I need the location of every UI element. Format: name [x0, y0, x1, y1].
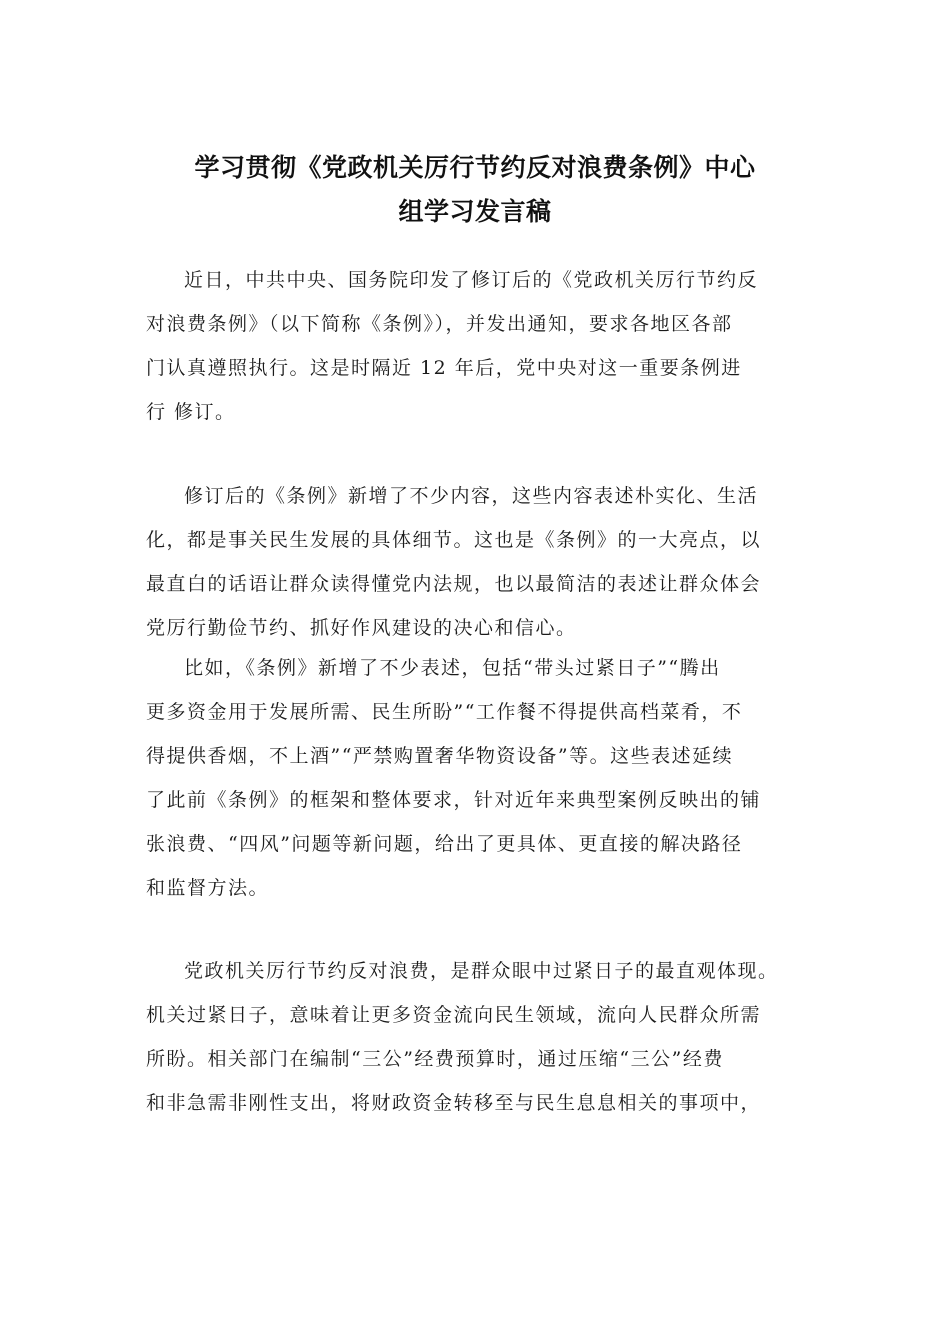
text-line: 化，都是事关民生发展的具体细节。这也是《条例》的一大亮点，以 [146, 529, 762, 551]
paragraph-4 [146, 949, 816, 1125]
paragraph-1 [146, 258, 816, 434]
paragraph-3 [146, 646, 816, 910]
text-line: 行 修订。 [146, 401, 236, 423]
text-line: 近日，中共中央、国务院印发了修订后的《党政机关厉行节约反 [184, 269, 759, 291]
paragraph-2 [146, 474, 816, 650]
text-line: 最直白的话语让群众读得懂党内法规，也以最简洁的表述让群众体会 [146, 573, 762, 595]
text-line: 比如，《条例》新增了不少表述，包括“带头过紧日子”“腾出 [184, 657, 721, 679]
text-line: 机关过紧日子，意味着让更多资金流向民生领域，流向人民群众所需 [146, 1004, 762, 1026]
text-line: 党政机关厉行节约反对浪费，是群众眼中过紧日子的最直观体现。 [184, 960, 779, 982]
title-line: 组学习发言稿 [398, 197, 552, 226]
text-line: 门认真遵照执行。这是时隔近 12 年后，党中央对这一重要条例进 [146, 357, 742, 379]
text-line: 得提供香烟，不上酒”“严禁购置奢华物资设备”等。这些表述延续 [146, 745, 734, 767]
page-title [100, 146, 850, 234]
text-line: 所盼。相关部门在编制“三公”经费预算时，通过压缩“三公”经费 [146, 1048, 724, 1070]
text-line: 和非急需非刚性支出，将财政资金转移至与民生息息相关的事项中， [146, 1092, 762, 1114]
title-line: 学习贯彻《党政机关厉行节约反对浪费条例》中心 [194, 153, 756, 182]
text-line: 了此前《条例》的框架和整体要求，针对近年来典型案例反映出的铺 [146, 789, 762, 811]
text-line: 和监督方法。 [146, 877, 270, 899]
text-line: 修订后的《条例》新增了不少内容，这些内容表述朴实化、生活 [184, 485, 759, 507]
text-line: 张浪费、“四风”问题等新问题，给出了更具体、更直接的解决路径 [146, 833, 743, 855]
text-line: 党厉行勤俭节约、抓好作风建设的决心和信心。 [146, 617, 577, 639]
text-line: 更多资金用于发展所需、民生所盼”“工作餐不得提供高档菜肴，不 [146, 701, 743, 723]
text-line: 对浪费条例》（以下简称《条例》），并发出通知，要求各地区各部 [146, 313, 733, 335]
